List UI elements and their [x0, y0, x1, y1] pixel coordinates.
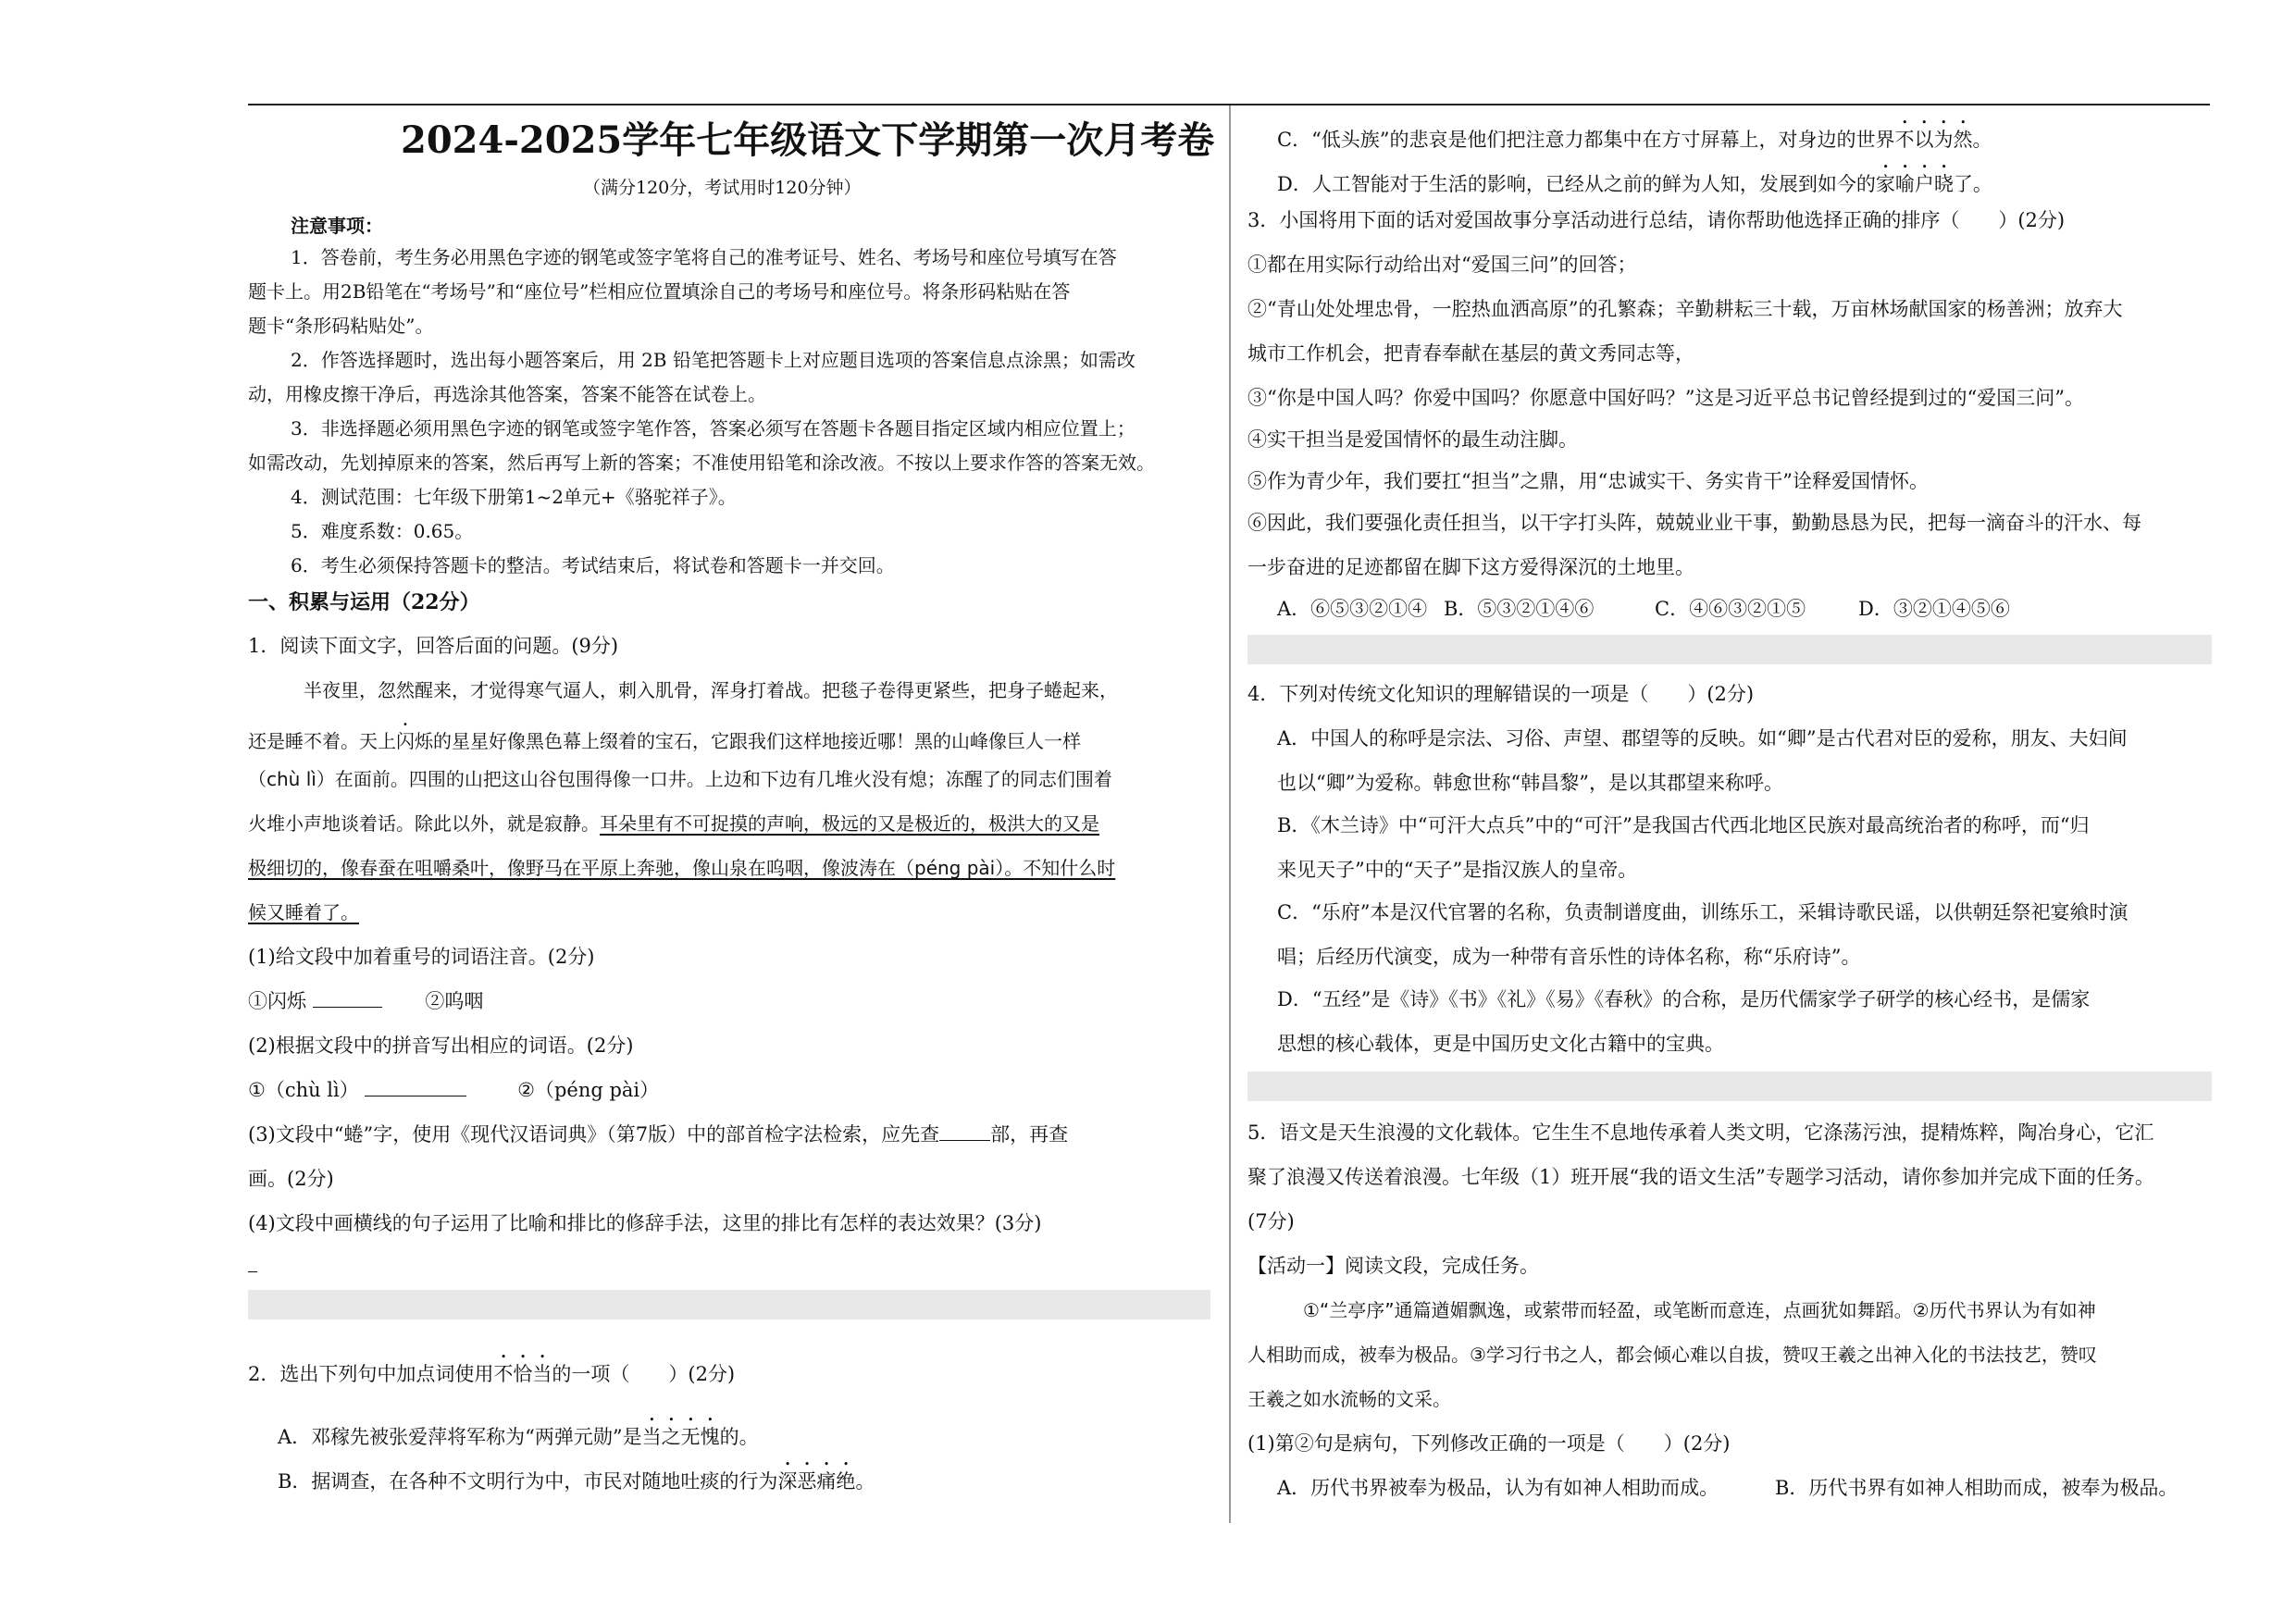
notice-line: 如需改动，先划掉原来的答案，然后再写上新的答案；不准使用铅笔和涂改液。不按以上要求作答的答案无效。	[248, 452, 1155, 474]
passage-line: ①“兰亭序”通篇遒媚飘逸，或萦带而轻盈，或笔断而意连，点画犹如舞蹈。②历代书界认为有如神	[1303, 1299, 2096, 1321]
sentence-line: ③“你是中国人吗？你爱中国吗？你愿意中国好吗？”这是习近平总书记曾经提到过的“爱国三问”。	[1247, 387, 2084, 409]
option-line[interactable]: C．“低头族”的悲哀是他们把注意力都集中在方寸屏幕上，对身边的世界不以为然。	[1277, 129, 1992, 151]
sentence-line: 一步奋进的足迹都留在脚下这方爱得深沉的土地里。	[1247, 556, 1694, 578]
option-line: 也以“卿”为爱称。韩愈世称“韩昌黎”，是以其郡望来称呼。	[1277, 772, 1783, 794]
option-line[interactable]: A．中国人的称呼是宗法、习俗、声望、郡望等的反映。如“卿”是古代君对臣的爱称，朋友、夫妇间	[1277, 727, 2128, 750]
option-line: 唱；后经历代演变，成为一种带有音乐性的诗体名称，称“乐府诗”。	[1277, 946, 1861, 968]
activity-heading: 【活动一】阅读文段，完成任务。	[1247, 1255, 1539, 1277]
sentence-line: ⑥因此，我们要强化责任担当，以干字打头阵，兢兢业业干事，勤勤恳恳为民，把每一滴奋斗的汗水、每	[1247, 512, 2141, 534]
option-b[interactable]: B．历代书界有如神人相助而成，被奉为极品。	[1775, 1477, 2178, 1499]
option-a[interactable]: A．历代书界被奉为极品，认为有如神人相助而成。	[1277, 1477, 1719, 1499]
question-5-line: 聚了浪漫又传送着浪漫。七年级（1）班开展“我的语文生活”专题学习活动，请你参加并完成下面的任务。	[1247, 1166, 2154, 1188]
sentence-line: ①都在用实际行动给出对“爱国三问”的回答；	[1247, 254, 1637, 276]
option-a[interactable]: A．⑥⑤③②①④	[1277, 598, 1428, 620]
answer-area[interactable]	[1247, 635, 2212, 664]
option-c[interactable]: C．④⑥③②①⑤	[1655, 598, 1806, 620]
sub-question: (2)根据文段中的拼音写出相应的词语。(2分)	[248, 1035, 634, 1057]
option-line[interactable]: B．据调查，在各种不文明行为中，市民对随地吐痰的行为深恶痛绝。	[278, 1470, 875, 1493]
option-line[interactable]: C．“乐府”本是汉代官署的名称，负责制谱度曲，训练乐工，采辑诗歌民谣，以供朝廷祭祀宴飨时演	[1277, 901, 2128, 923]
sub-question: (4)文段中画横线的句子运用了比喻和排比的修辞手法，这里的排比有怎样的表达效果？(3分)	[248, 1212, 1042, 1234]
answer-row: ①闪烁 ②呜咽	[248, 986, 483, 1014]
answer-blank[interactable]	[313, 987, 382, 1008]
sub-question: (3)文段中“蜷”字，使用《现代汉语词典》（第7版）中的部首检字法检索，应先查 部，再查	[248, 1120, 1068, 1147]
option-line[interactable]: D．人工智能对于生活的影响，已经从之前的鲜为人知，发展到如今的家喻户晓了。	[1277, 173, 1992, 195]
option-line[interactable]: A．邓稼先被张爱萍将军称为“两弹元勋”是当之无愧的。	[278, 1426, 759, 1448]
sentence-line: ⑤作为青少年，我们要扛“担当”之鼎，用“忠诚实干、务实肯干”诠释爱国情怀。	[1247, 470, 1929, 492]
passage-line: 火堆小声地谈着话。除此以外，就是寂静。耳朵里有不可捉摸的声响，极远的又是极近的，极洪大的又是	[248, 812, 1099, 835]
notice-label: 注意事项：	[291, 215, 383, 237]
section-heading: 一、积累与运用（22分）	[248, 590, 480, 614]
notice-line: 4．测试范围：七年级下册第1~2单元+《骆驼祥子》。	[291, 486, 737, 508]
option-line: 来见天子”中的“天子”是指汉族人的皇帝。	[1277, 859, 1638, 881]
passage-line: 人相助而成，被奉为极品。③学习行书之人，都会倾心难以自拔，赞叹王羲之出神入化的书法技艺，赞叹	[1247, 1344, 2097, 1366]
sub-question: (1)给文段中加着重号的词语注音。(2分)	[248, 946, 595, 968]
notice-line: 5．难度系数：0.65。	[291, 520, 474, 542]
sentence-line: ②“青山处处埋忠骨，一腔热血洒高原”的孔繁森；辛勤耕耘三十载，万亩林场献国家的杨善洲；放弃大	[1247, 298, 2123, 320]
question-3-stem: 3．小国将用下面的话对爱国故事分享活动进行总结，请你帮助他选择正确的排序（ ）(2分)	[1247, 209, 2066, 231]
sentence-line: ④实干担当是爱国情怀的最生动注脚。	[1247, 428, 1578, 451]
column-divider	[1229, 105, 1231, 1523]
answer-blank[interactable]	[365, 1076, 466, 1096]
question-4-stem: 4．下列对传统文化知识的理解错误的一项是（ ）(2分)	[1247, 683, 1755, 705]
notice-line: 6．考生必须保持答题卡的整洁。考试结束后，将试卷和答题卡一并交回。	[291, 554, 895, 576]
question-5-line: (7分)	[1247, 1210, 1295, 1233]
sub-question: (1)第②句是病句，下列修改正确的一项是（ ）(2分)	[1247, 1432, 1731, 1455]
question-1-stem: 1．阅读下面文字，回答后面的问题。(9分)	[248, 635, 619, 657]
answer-area[interactable]	[1247, 1072, 2212, 1101]
notice-line: 2．作答选择题时，选出每小题答案后，用 2B 铅笔把答题卡上对应题目选项的答案信息点涂黑；如需改	[291, 349, 1136, 371]
page-title: 2024-2025学年七年级语文下学期第一次月考卷	[401, 118, 1215, 162]
option-b[interactable]: B．⑤③②①④⑥	[1444, 598, 1595, 620]
answer-blank[interactable]	[939, 1121, 990, 1141]
answer-blank[interactable]	[248, 1271, 257, 1272]
sentence-line: 城市工作机会，把青春奉献在基层的黄文秀同志等，	[1247, 342, 1694, 365]
notice-line: 动，用橡皮擦干净后，再选涂其他答案，答案不能答在试卷上。	[248, 383, 766, 405]
notice-line: 题卡“条形码粘贴处”。	[248, 315, 434, 337]
question-5-line: 5．语文是天生浪漫的文化载体。它生生不息地传承着人类文明，它涤荡污浊，提精炼粹，陶冶身心，它汇	[1247, 1121, 2154, 1144]
passage-line: 半夜里，忽然醒来，才觉得寒气逼人，刺入肌骨，浑身打着战。把毯子卷得更紧些，把身子蜷起来，	[304, 679, 1118, 701]
notice-line: 1．答卷前，考生务必用黑色字迹的钢笔或签字笔将自己的准考证号、姓名、考场号和座位号填写在答	[291, 246, 1117, 268]
page-subtitle: （满分120分，考试用时120分钟）	[583, 178, 862, 198]
passage-line: 极细切的，像春蚕在咀嚼桑叶，像野马在平原上奔驰，像山泉在呜咽，像波涛在（péng pài）。不知什么时	[248, 857, 1116, 879]
notice-line: 题卡上。用2B铅笔在“考场号”和“座位号”栏相应位置填涂自己的考场号和座位号。将条形码粘贴在答	[248, 280, 1071, 303]
option-line[interactable]: D．“五经”是《诗》《书》《礼》《易》《春秋》的合称，是历代儒家学子研学的核心经书，是儒家	[1277, 988, 2091, 1010]
option-line[interactable]: B．《木兰诗》中“可汗大点兵”中的“可汗”是我国古代西北地区民族对最高统治者的称呼，而“归	[1277, 814, 2090, 836]
answer-row: ①（chù lì） ②（péng pài）	[248, 1075, 659, 1103]
question-2-stem: 2．选出下列句中加点词使用不恰当的一项（ ）(2分)	[248, 1363, 736, 1385]
answer-area[interactable]	[248, 1290, 1210, 1319]
notice-line: 3．非选择题必须用黑色字迹的钢笔或签字笔作答，答案必须写在答题卡各题目指定区域内相应位置上；	[291, 417, 1136, 440]
passage-line: 候又睡着了。	[248, 901, 359, 923]
sub-question: 画。(2分)	[248, 1168, 334, 1190]
passage-line: 王羲之如水流畅的文采。	[1247, 1388, 1451, 1410]
option-d[interactable]: D．③②①④⑤⑥	[1858, 598, 2010, 620]
passage-line: （chù lì）在面前。四围的山把这山谷包围得像一口井。上边和下边有几堆火没有熄；冻醒了的同志们围着	[248, 768, 1112, 790]
passage-line: 还是睡不着。天上闪烁的星星好像黑色幕上缀着的宝石，它跟我们这样地接近哪！黑的山峰像巨人一样	[248, 730, 1081, 752]
option-line: 思想的核心载体，更是中国历史文化古籍中的宝典。	[1277, 1033, 1724, 1055]
